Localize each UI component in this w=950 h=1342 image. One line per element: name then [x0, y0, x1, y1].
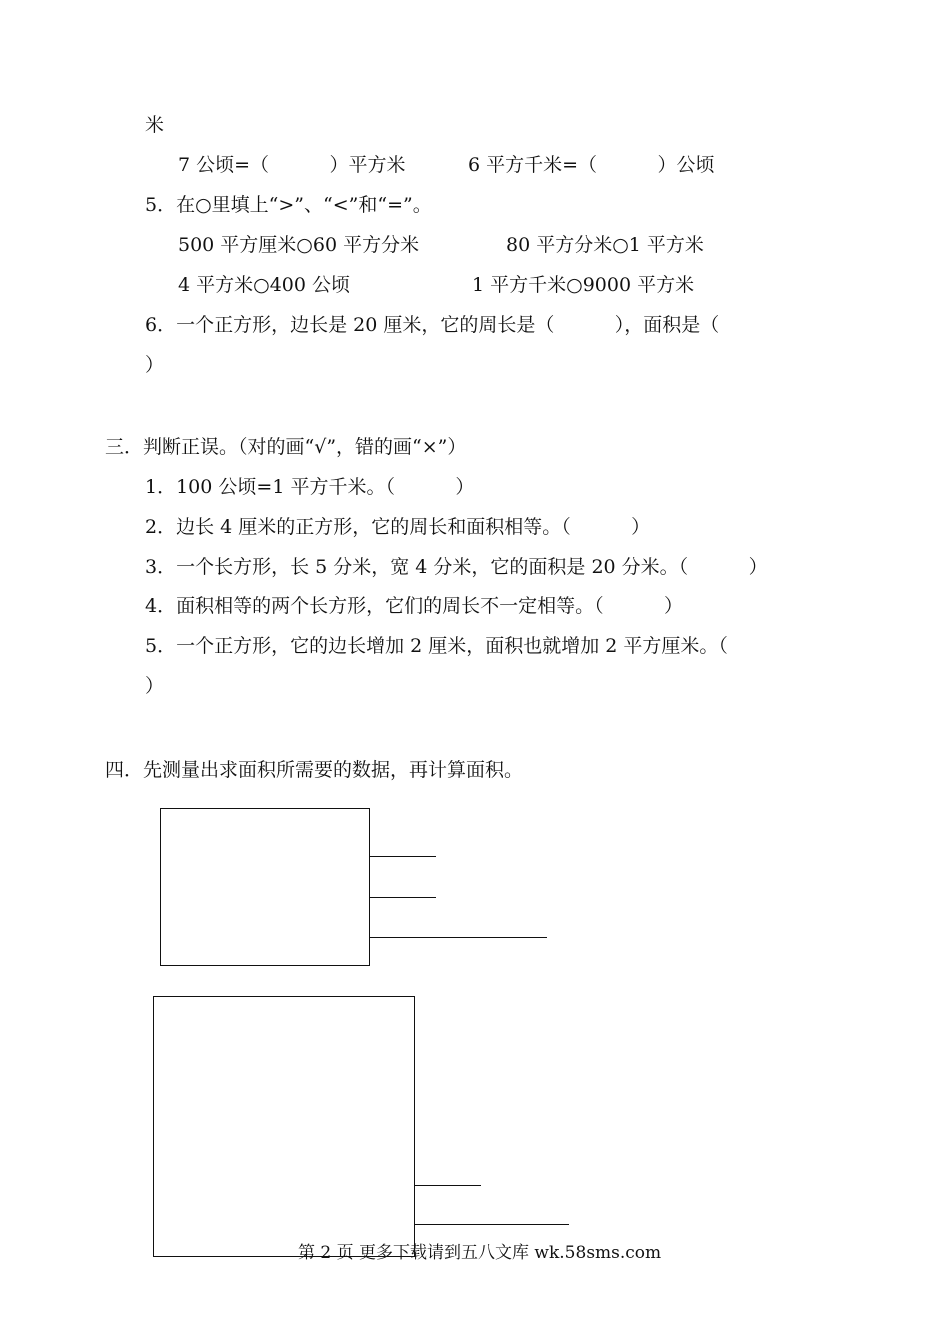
rectangle-figure: [160, 808, 370, 966]
square-figure: [153, 996, 415, 1257]
answer-line-square-area[interactable]: [415, 1224, 569, 1225]
judge-item-3: 3．一个长方形，长 5 分米，宽 4 分米，它的面积是 20 分米。（ ）: [145, 556, 768, 578]
q5-item-c: 4 平方米○400 公顷: [178, 274, 351, 296]
q5-item-b: 80 平方分米○1 平方米: [506, 234, 704, 256]
judge-item-5-tail: ）: [145, 675, 165, 697]
q6-line-2: ）: [145, 354, 165, 376]
judge-item-4: 4．面积相等的两个长方形，它们的周长不一定相等。（ ）: [145, 595, 683, 617]
section-4-title: 四．先测量出求面积所需要的数据，再计算面积。: [105, 759, 524, 781]
judge-item-1: 1．100 公顷=1 平方千米。（ ）: [145, 476, 475, 498]
q4-tail: 米: [145, 114, 165, 136]
judge-item-2: 2．边长 4 厘米的正方形，它的周长和面积相等。（ ）: [145, 516, 651, 538]
q5-item-a: 500 平方厘米○60 平方分米: [178, 234, 420, 256]
q5-item-d: 1 平方千米○9000 平方米: [472, 274, 695, 296]
judge-item-5: 5．一个正方形，它的边长增加 2 厘米，面积也就增加 2 平方厘米。（: [145, 635, 728, 657]
q6-line-1: 6．一个正方形，边长是 20 厘米，它的周长是（ ），面积是（: [145, 314, 720, 336]
q4-line-hectare: 7 公顷=（ ）平方米: [178, 154, 406, 176]
q4-line-sqkm: 6 平方千米=（ ）公顷: [468, 154, 715, 176]
page-footer: 第 2 页 更多下载请到五八文库 wk.58sms.com: [298, 1243, 662, 1263]
section-3-title: 三．判断正误。（对的画“√”，错的画“×”）: [105, 436, 467, 458]
answer-line-width[interactable]: [370, 897, 436, 898]
answer-line-side[interactable]: [415, 1185, 481, 1186]
answer-line-area[interactable]: [370, 937, 547, 938]
q5-title: 5．在○里填上“>”、“<”和“=”。: [145, 194, 432, 216]
answer-line-length[interactable]: [370, 856, 436, 857]
